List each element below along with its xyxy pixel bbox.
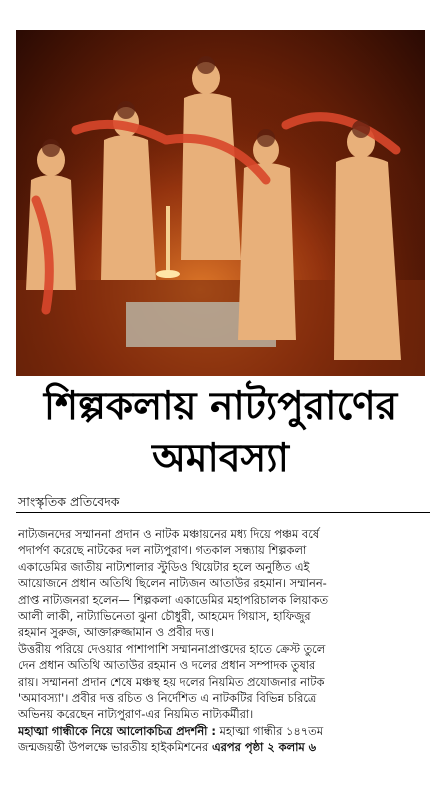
body-line: পদার্পণ করেছে নাটকের দল নাট্যপুরাণ। গতকাল সন্ধ্যায় শিল্পকলা — [18, 543, 307, 558]
body-line: প্রাপ্ত নাট্যজনরা হলেন— শিল্পকলা একাডেমির মহাপরিচালক লিয়াকত — [18, 592, 328, 607]
stage-performance-photo — [16, 30, 425, 376]
byline-rule — [16, 512, 430, 513]
body-line: নাট্যজনদের সম্মাননা প্রদান ও নাটক মঞ্চায়নের মধ্য দিয়ে পঞ্চম বর্ষে — [18, 527, 320, 541]
headline-line-2: অমাবস্যা — [152, 435, 289, 481]
teaser-text-1: মহাত্মা গান্ধীর ১৪৭তম — [219, 723, 324, 738]
teaser-line-1 — [18, 723, 426, 739]
teaser-heading: মহাত্মা গান্ধীকে নিয়ে আলোকচিত্র প্রদর্শনী : — [18, 723, 216, 738]
performance-illustration — [16, 30, 425, 376]
teaser-line-2 — [18, 739, 426, 755]
body-line: অভিনয় করেছেন নাট্যপুরাণ-এর নিয়মিত নাট্যকর্মীরা। — [18, 707, 254, 722]
article-body — [18, 526, 426, 755]
body-line: আয়োজনে প্রধান অতিথি ছিলেন নাট্যজন আতাউর রহমান। সম্মানন- — [18, 576, 327, 591]
body-line: রহমান সুরুজ, আক্তারুজ্জামান ও প্রবীর দত্ত। — [18, 625, 214, 640]
body-line: দেন প্রধান অতিথি আতাউর রহমান ও দলের প্রধান সম্পাদক তুষার — [18, 658, 316, 673]
body-line: একাডেমির জাতীয় নাট্যশালার স্টুডিও থিয়েটার হলে অনুষ্ঠিত এই — [18, 559, 310, 574]
teaser-text-2: জন্মজয়ন্তী উপলক্ষে ভারতীয় হাইকমিশনের — [18, 740, 209, 755]
newspaper-clipping — [6, 6, 435, 786]
body-line: আলী লাকী, নাট্যাভিনেতা ঝুনা চৌধুরী, আহমেদ গিয়াস, হাফিজুর — [18, 608, 311, 623]
continued-note[interactable]: এরপর পৃষ্ঠা ২ কলাম ৬ — [211, 740, 317, 755]
headline — [12, 382, 429, 482]
body-line: রায়। সম্মাননা প্রদান শেষে মঞ্চস্থ হয় দলের নিয়মিত প্রযোজনার নাটক — [18, 674, 325, 689]
byline: সাংস্কৃতিক প্রতিবেদক — [18, 494, 120, 509]
headline-line-1: শিল্পকলায় নাট্যপুরাণের — [43, 383, 398, 429]
body-line: উত্তরীয় পরিয়ে দেওয়ার পাশাপাশি সম্মাননাপ্রাপ্তদের হাতে ক্রেস্ট তুলে — [18, 641, 326, 656]
body-line: 'অমাবস্যা'। প্রবীর দত্ত রচিত ও নির্দেশিত এ নাটকটির বিভিন্ন চরিত্রে — [18, 690, 317, 705]
